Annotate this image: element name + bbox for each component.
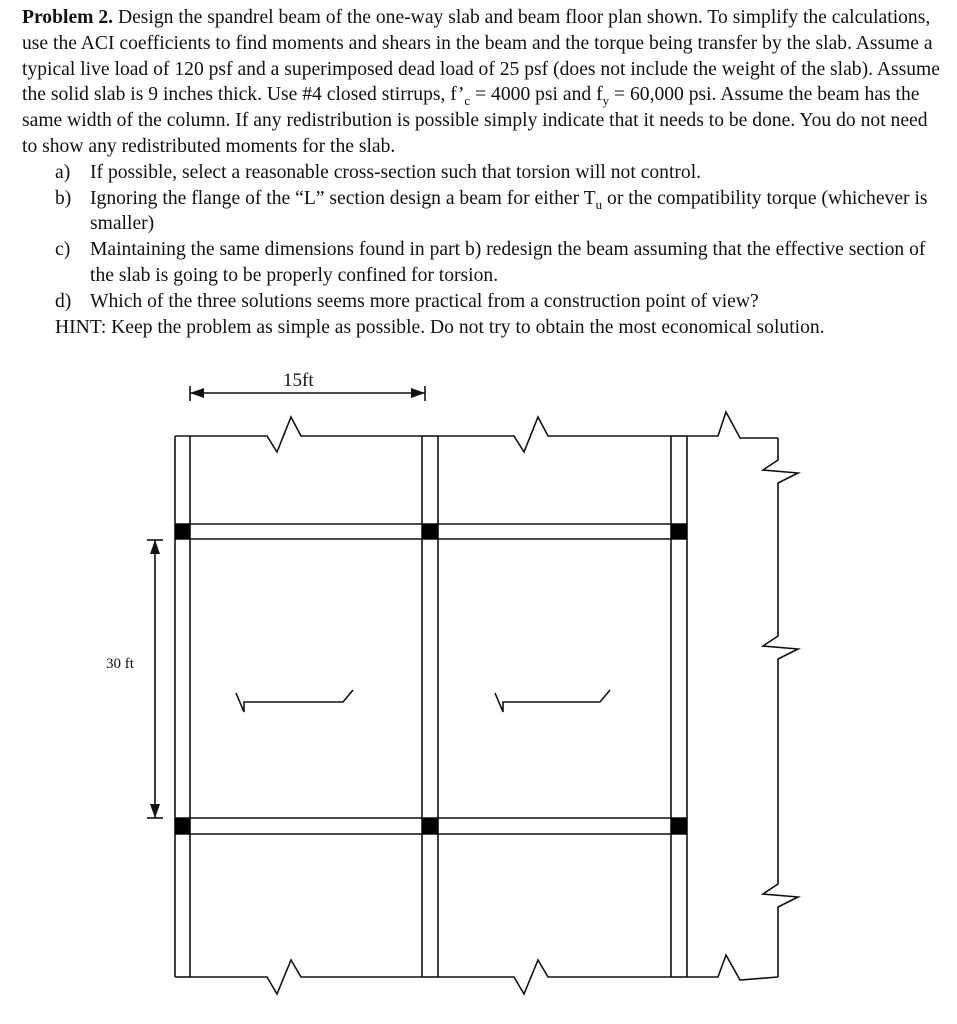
slab-span-symbol [495, 690, 610, 712]
break-line-bottom-left [190, 960, 422, 994]
column [671, 818, 687, 834]
arrowhead [150, 540, 160, 554]
break-line-bottom-right [687, 955, 778, 980]
fc-subscript: c [464, 93, 471, 109]
tu-subscript: u [595, 196, 603, 212]
break-line-top-mid [438, 417, 671, 452]
column [422, 524, 438, 539]
problem-heading: Problem 2. [22, 7, 114, 28]
part-text: Which of the three solutions seems more practical from a construction point of view? [90, 290, 759, 312]
part-text: Maintaining the same dimensions found in part b) redesign the beam assuming that the effective section of the slab is going to be properly confined for torsion. [90, 239, 926, 286]
column [422, 818, 438, 834]
arrowhead [411, 388, 425, 398]
part-text-2: or the compatibility torque (whichever is smaller) [90, 187, 928, 235]
part-text: If possible, select a reasonable cross-section such that torsion will not control. [90, 161, 702, 183]
intro-text: Design the spandrel beam of the one-way slab and beam floor plan shown. To simplify the calculations, use the ACI coefficients to find moments and shears in the beam and the torque being transfer by the slab. Assume a typical live load of 120 psf and a superimposed dead load of 25 psf (does not include the weight of the slab). Assume the solid slab is 9 inches thick. Use #4 closed stirrups, f’ [22, 7, 940, 106]
arrowhead [190, 388, 204, 398]
part-marker: d) [55, 290, 72, 312]
part-marker: c) [55, 239, 71, 261]
intro-text-2: = 4000 psi and f [470, 84, 603, 106]
height-dimension-label: 30 ft [106, 656, 134, 672]
break-line-top-right [687, 412, 778, 438]
fy-subscript: y [602, 93, 610, 109]
column [175, 818, 190, 834]
break-line-right [763, 438, 798, 977]
part-marker: a) [55, 161, 71, 183]
intro-text-3: = 60,000 psi. Assume the beam has the same width of the column. If any redistribution is possible simply indicate that it needs to be done. You do not need to show any redistributed moments for the slab. [22, 84, 928, 157]
part-text: Ignoring the flange of the “L” section design a beam for either T [90, 187, 596, 209]
column [175, 524, 190, 539]
part-marker: b) [55, 187, 72, 209]
slab-span-symbol [236, 690, 353, 712]
hint-text: HINT: Keep the problem as simple as possible. Do not try to obtain the most economical solution. [55, 316, 825, 338]
break-line-top-left [175, 417, 422, 452]
break-line-bottom-mid [438, 960, 671, 994]
arrowhead [150, 804, 160, 818]
column [671, 524, 687, 539]
span-dimension-label: 15ft [283, 370, 314, 391]
